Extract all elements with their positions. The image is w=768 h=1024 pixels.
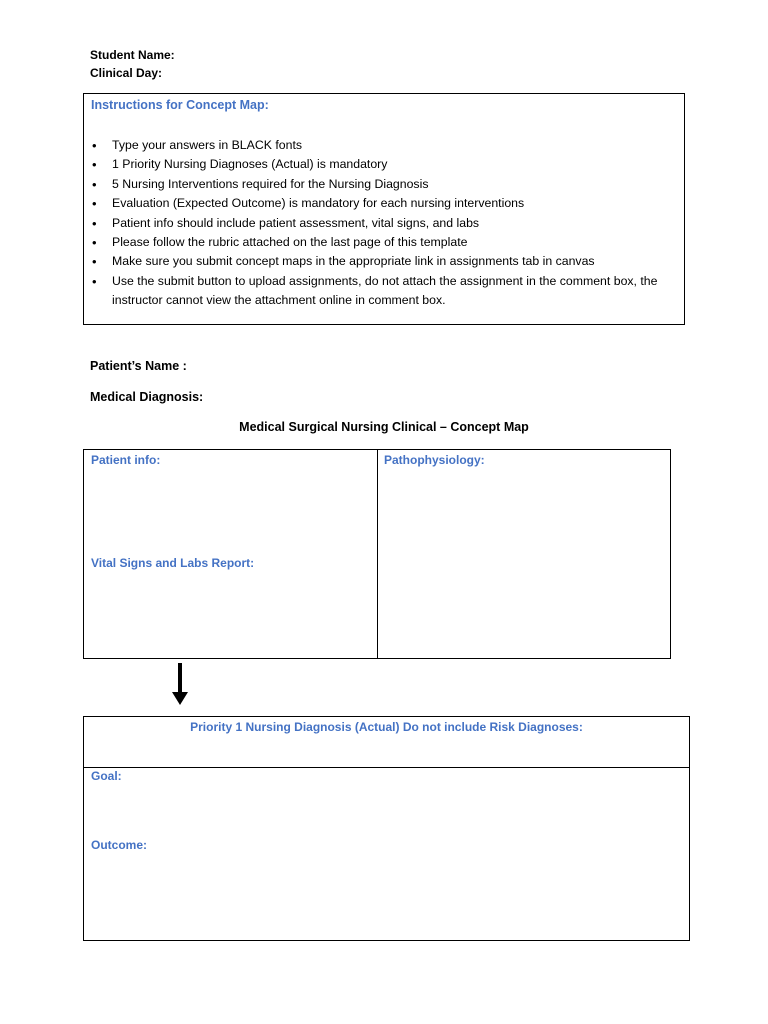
concept-map-table [83,449,671,659]
instructions-box [83,93,685,325]
instruction-item: • Please follow the rubric attached on the last page of this template [92,233,672,252]
instruction-item: • Make sure you submit concept maps in the appropriate link in assignments tab in canvas [92,252,672,271]
diagnosis-table [83,716,690,941]
student-name-label: Student Name: [90,48,175,62]
vital-signs-label: Vital Signs and Labs Report: [91,556,255,570]
instruction-item: • Use the submit button to upload assignments, do not attach the assignment in the comment box, the instructor cannot view the attachment online in comment box. [92,272,672,311]
medical-diagnosis-label: Medical Diagnosis: [90,390,204,404]
instruction-item: • Type your answers in BLACK fonts [92,136,672,155]
instruction-item: • 1 Priority Nursing Diagnoses (Actual) is mandatory [92,155,672,174]
patient-info-label: Patient info: [91,453,161,467]
priority-diagnosis-title: Priority 1 Nursing Diagnosis (Actual) Do not include Risk Diagnoses: [190,720,583,734]
instructions-title: Instructions for Concept Map: [91,98,269,112]
clinical-day-label: Clinical Day: [90,66,163,80]
instruction-item: • Evaluation (Expected Outcome) is mandatory for each nursing interventions [92,194,672,213]
patient-name-label: Patient’s Name : [90,359,187,373]
instruction-item: • 5 Nursing Interventions required for the Nursing Diagnosis [92,175,672,194]
diagnosis-divider [84,767,689,768]
instruction-item: • Patient info should include patient assessment, vital signs, and labs [92,214,672,233]
pathophysiology-label: Pathophysiology: [384,453,485,467]
outcome-label: Outcome: [91,838,148,852]
goal-label: Goal: [91,769,122,783]
concept-map-divider [377,450,378,658]
concept-map-title: Medical Surgical Nursing Clinical – Concept Map [239,420,529,434]
instructions-list [92,136,672,311]
